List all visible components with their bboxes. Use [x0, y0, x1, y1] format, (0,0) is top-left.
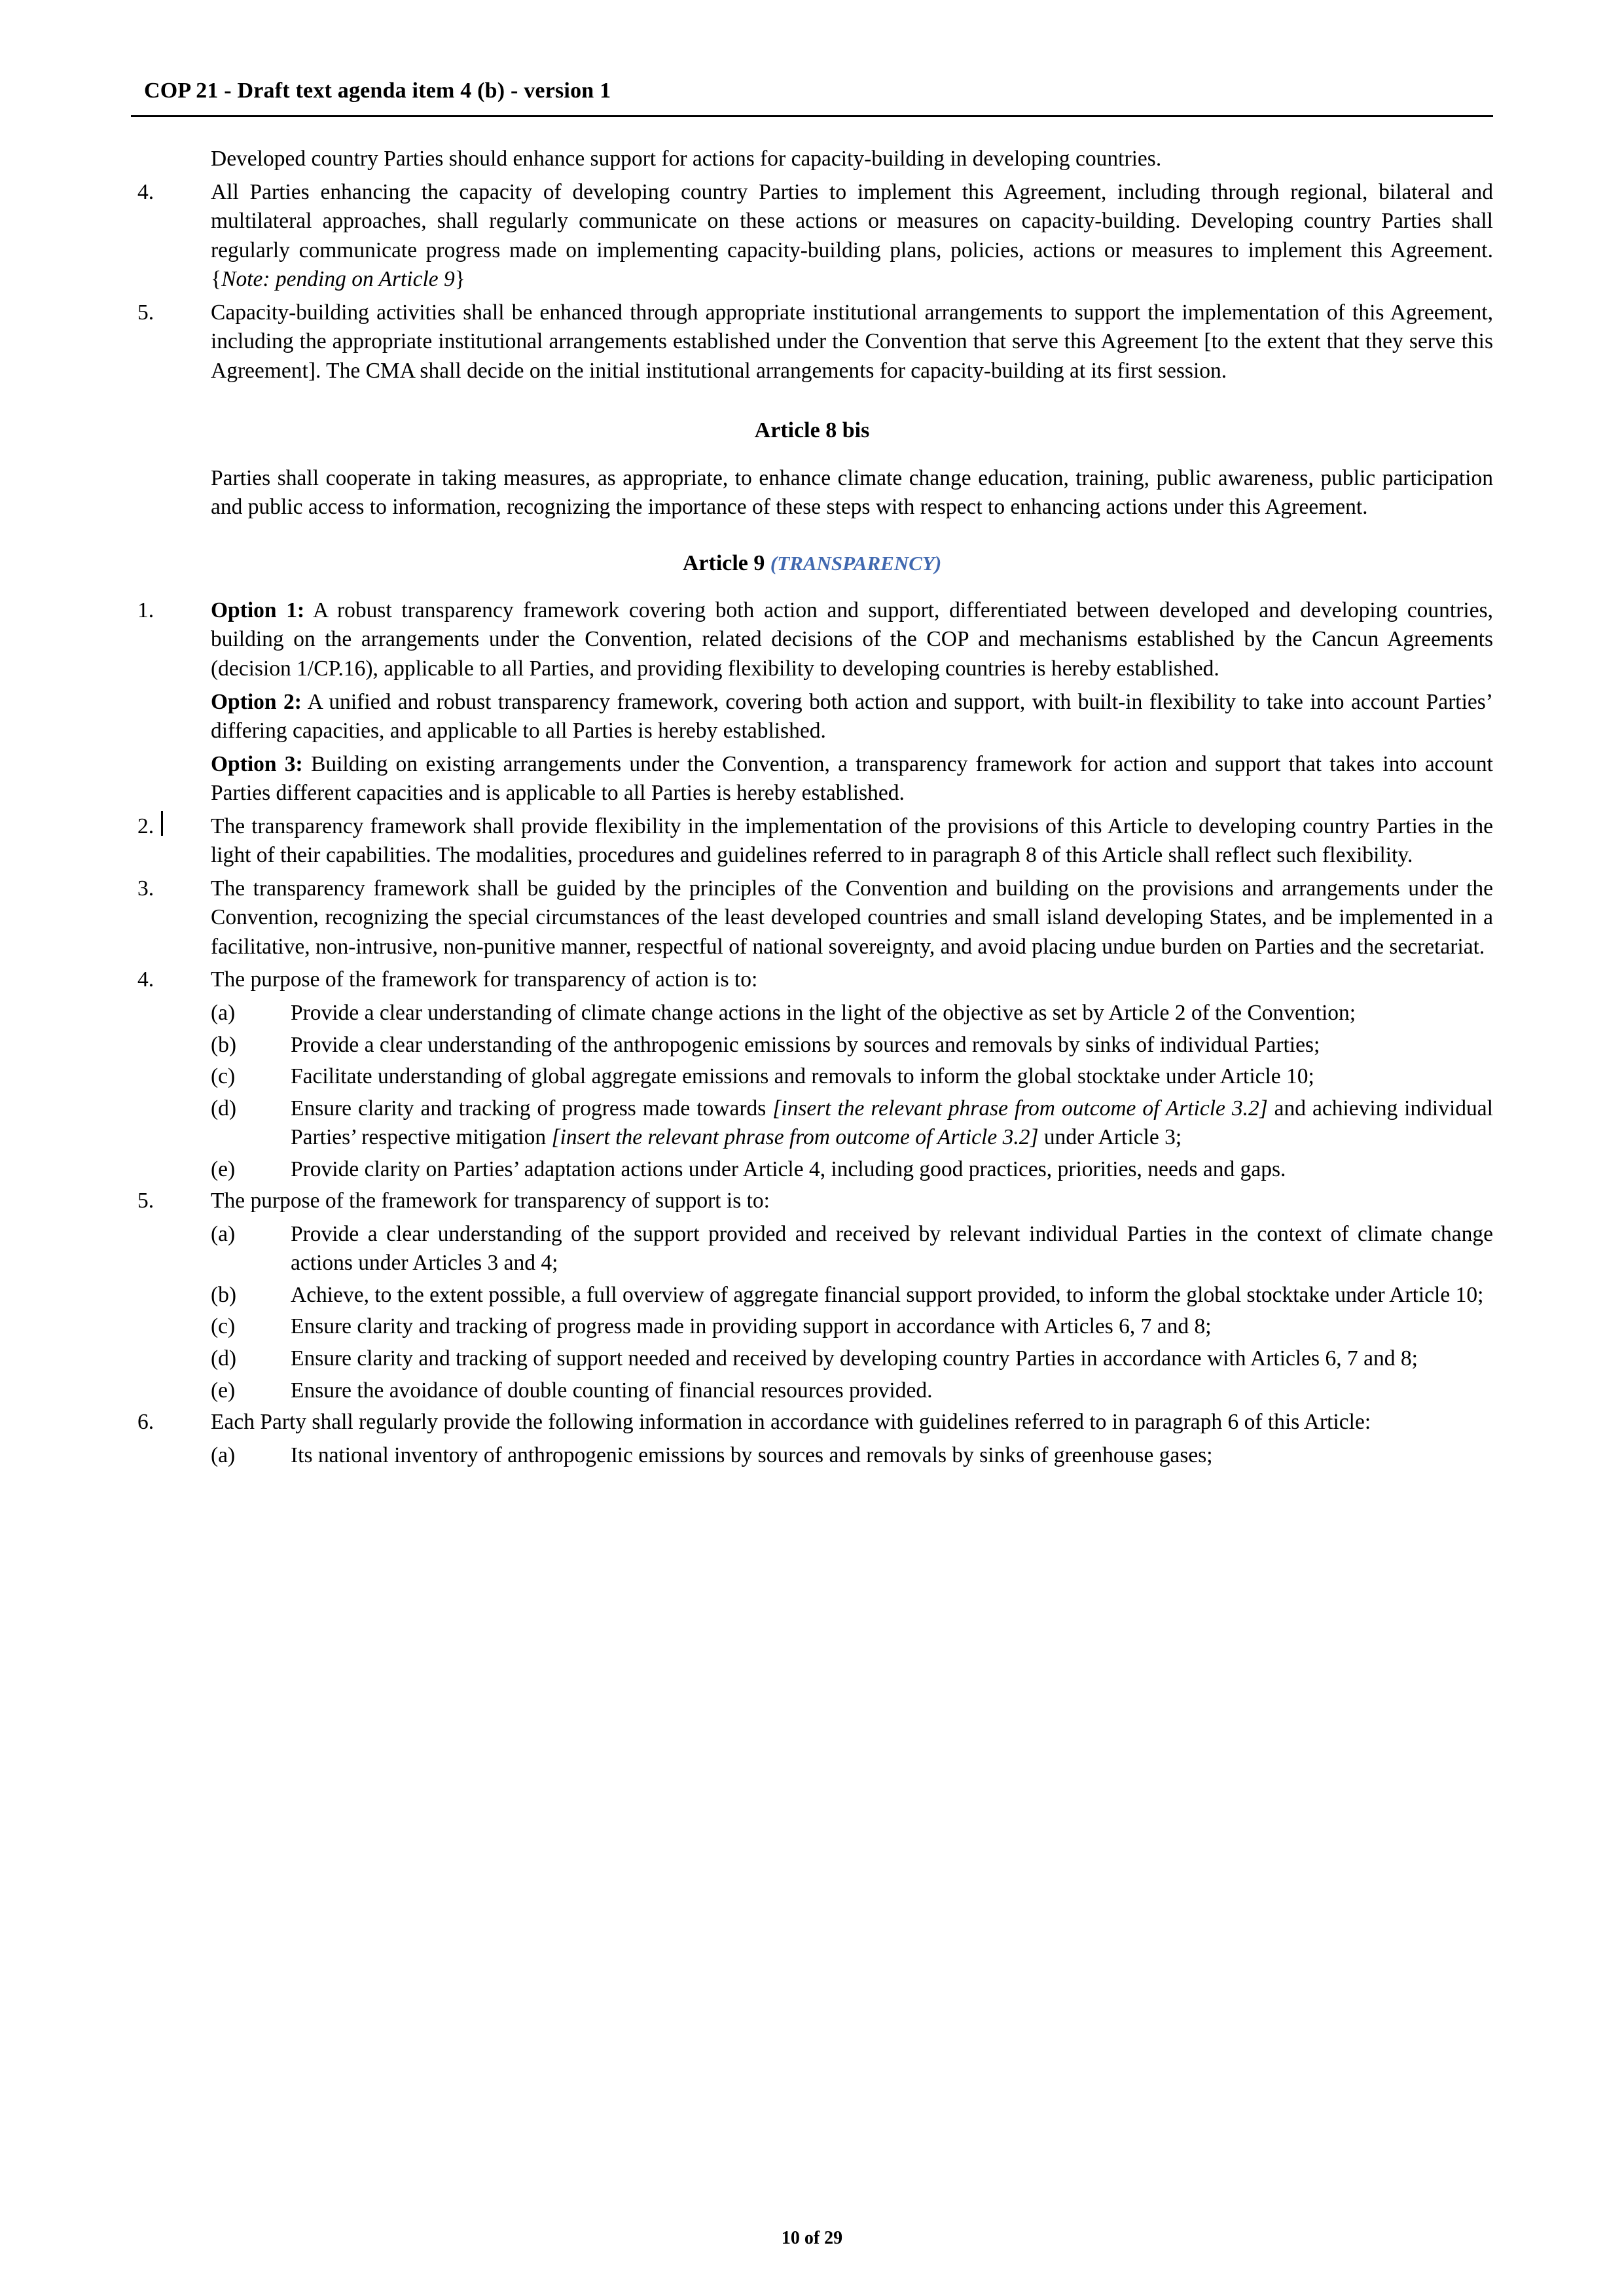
item-text-part: All Parties enhancing the capacity of developing country Parties to implement this Agreement, including through regional, bilateral and multilateral approaches, shall regularly communicate on these actions or measures on capacity-building. Developing country Parties shall regularly communicate progress made on implementing capacity-building plans, policies, actions or measures to implement this Agreement. {	[211, 179, 1493, 292]
editorial-note: Note: pending on Article 9	[221, 267, 455, 292]
sub-item-letter: (b)	[211, 1032, 237, 1057]
sub-item-letter: (d)	[211, 1346, 237, 1371]
sub-item-letter: (c)	[211, 1314, 236, 1339]
sub-item-text: Facilitate understanding of global aggregate emissions and removals to inform the global stocktake under Article 10;	[291, 1064, 1314, 1089]
sub-item-text-part: and achieving individual Parties’ respective mitigation	[291, 1096, 1493, 1150]
paragraph-option-3	[211, 750, 1493, 808]
sub-item-text: Ensure clarity and tracking of support needed and received by developing country Parties in accordance with Articles 6, 7 and 8;	[291, 1346, 1418, 1371]
list-item	[131, 812, 1493, 870]
page-header: COP 21 - Draft text agenda item 4 (b) - version 1	[131, 79, 1493, 117]
sub-list-item	[211, 1094, 1493, 1153]
list-item	[131, 298, 1493, 386]
article-title-text: Article 8 bis	[754, 418, 870, 443]
sub-item-letter: (a)	[211, 1221, 236, 1246]
sub-list-item	[211, 1281, 1493, 1310]
option-2-text: A unified and robust transparency framework, covering both action and support, with built-in flexibility to take into account Parties’ differing capacities, and applicable to all Parties is hereby established.	[211, 689, 1493, 744]
sub-list-item	[211, 999, 1493, 1028]
paragraph-article-8-bis: Parties shall cooperate in taking measures, as appropriate, to enhance climate change education, training, public awareness, public participation and public access to information, recognizing the importance of these steps with respect to enhancing actions under this Agreement.	[211, 465, 1493, 520]
list-item	[131, 178, 1493, 295]
sub-item-letter: (a)	[211, 1443, 236, 1467]
sub-item-letter: (a)	[211, 1001, 236, 1026]
paragraph-option-2	[211, 688, 1493, 746]
article-title-9	[131, 548, 1493, 578]
item-text: The transparency framework shall be guided by the principles of the Convention and building on the provisions and arrangements under the Convention, recognizing the special circumstances of the least developed countries and small island developing States, and be implemented in a facilitative, non-intrusive, non-punitive manner, respectful of national sovereignty, and avoid placing undue burden on Parties and the secretariat.	[211, 876, 1493, 959]
sub-item-letter: (e)	[211, 1378, 236, 1403]
item-text	[211, 596, 1493, 684]
list-item	[131, 596, 1493, 684]
list-item	[131, 965, 1493, 995]
list-item	[131, 874, 1493, 962]
sub-item-text: Achieve, to the extent possible, a full overview of aggregate financial support provided, to inform the global stocktake under Article 10;	[291, 1282, 1484, 1307]
item-number: 5.	[137, 1189, 154, 1213]
page-footer: 10 of 29	[781, 2228, 843, 2248]
sub-item-text: Ensure clarity and tracking of progress made in providing support in accordance with Articles 6, 7 and 8;	[291, 1314, 1212, 1339]
item-number: 4.	[137, 967, 154, 992]
sub-list-item	[211, 1312, 1493, 1342]
list-item	[131, 1408, 1493, 1437]
sub-item-text-part: under Article 3;	[1038, 1125, 1182, 1150]
sub-list-item	[211, 1441, 1493, 1471]
item-number-text: 2.	[137, 814, 154, 838]
insert-placeholder: [insert the relevant phrase from outcome of Article 3.2]	[551, 1125, 1039, 1150]
list-item	[131, 1187, 1493, 1216]
sub-item-text: Provide clarity on Parties’ adaptation actions under Article 4, including good practices, priorities, needs and gaps.	[291, 1157, 1286, 1181]
sub-item-text	[291, 1094, 1493, 1153]
insert-placeholder: [insert the relevant phrase from outcome of Article 3.2]	[772, 1096, 1268, 1121]
item-number: 1.	[137, 598, 154, 622]
sub-item-text: Its national inventory of anthropogenic emissions by sources and removals by sinks of greenhouse gases;	[291, 1443, 1213, 1467]
sub-list-item	[211, 1155, 1493, 1185]
item-text: The transparency framework shall provide flexibility in the implementation of the provisions of this Article to developing country Parties in the light of their capabilities. The modalities, procedures and guidelines referred to in paragraph 8 of this Article shall reflect such flexibility.	[211, 814, 1493, 868]
item-number: 5.	[137, 300, 154, 325]
sub-item-text: Provide a clear understanding of the support provided and received by relevant individual Parties in the context of climate change actions under Articles 3 and 4;	[291, 1221, 1493, 1276]
paragraph-capacity-lead: Developed country Parties should enhance support for actions for capacity-building in developing countries.	[211, 147, 1162, 171]
sub-item-letter: (b)	[211, 1282, 237, 1307]
sub-item-letter: (d)	[211, 1096, 237, 1121]
sub-item-letter: (c)	[211, 1064, 236, 1089]
item-text: Each Party shall regularly provide the following information in accordance with guidelines referred to in paragraph 6 of this Article:	[211, 1410, 1371, 1435]
article-title-text: Article 9	[682, 550, 765, 575]
item-number	[131, 812, 211, 842]
sub-item-text: Provide a clear understanding of climate change actions in the light of the objective as set by Article 2 of the Convention;	[291, 1001, 1356, 1026]
sub-item-text: Ensure the avoidance of double counting of financial resources provided.	[291, 1378, 933, 1403]
article-title-8-bis	[131, 416, 1493, 445]
sub-list-item	[211, 1344, 1493, 1374]
item-text: The purpose of the framework for transparency of support is to:	[211, 1189, 770, 1213]
sub-list-item	[211, 1031, 1493, 1060]
item-text	[211, 178, 1493, 295]
sub-list-item	[211, 1376, 1493, 1406]
sub-item-letter: (e)	[211, 1157, 236, 1181]
sub-list-item	[211, 1062, 1493, 1092]
item-text-end: }	[454, 267, 465, 292]
sub-item-text-part: Ensure clarity and tracking of progress made towards	[291, 1096, 773, 1121]
option-3-text: Building on existing arrangements under the Convention, a transparency framework for action and support that takes into account Parties different capacities and is applicable to all Parties is hereby established.	[211, 751, 1493, 806]
text-cursor-icon	[161, 811, 163, 836]
option-1-label: Option 1:	[211, 598, 305, 622]
document-body	[131, 145, 1493, 1470]
item-number: 4.	[137, 179, 154, 204]
item-text: Capacity-building activities shall be enhanced through appropriate institutional arrangements to support the implementation of this Agreement, including the appropriate institutional arrangements established under the Convention that serve this Agreement [to the extent that they serve this Agreement]. The CMA shall decide on the initial institutional arrangements for capacity-building at its first session.	[211, 300, 1493, 383]
article-title-subtitle: (TRANSPARENCY)	[770, 551, 942, 575]
item-number: 3.	[137, 876, 154, 901]
option-1-text: A robust transparency framework covering both action and support, differentiated between developed and developing countries, building on the arrangements under the Convention, related decisions of the COP and mechanisms established by the Cancun Agreements (decision 1/CP.16), applicable to all Parties, and providing flexibility to developing countries is hereby established.	[211, 598, 1493, 681]
item-number: 6.	[137, 1410, 154, 1435]
sub-list-item	[211, 1220, 1493, 1278]
option-3-label: Option 3:	[211, 751, 303, 776]
item-text: The purpose of the framework for transparency of action is to:	[211, 967, 758, 992]
option-2-label: Option 2:	[211, 689, 302, 714]
sub-item-text: Provide a clear understanding of the anthropogenic emissions by sources and removals by sinks of individual Parties;	[291, 1032, 1320, 1057]
